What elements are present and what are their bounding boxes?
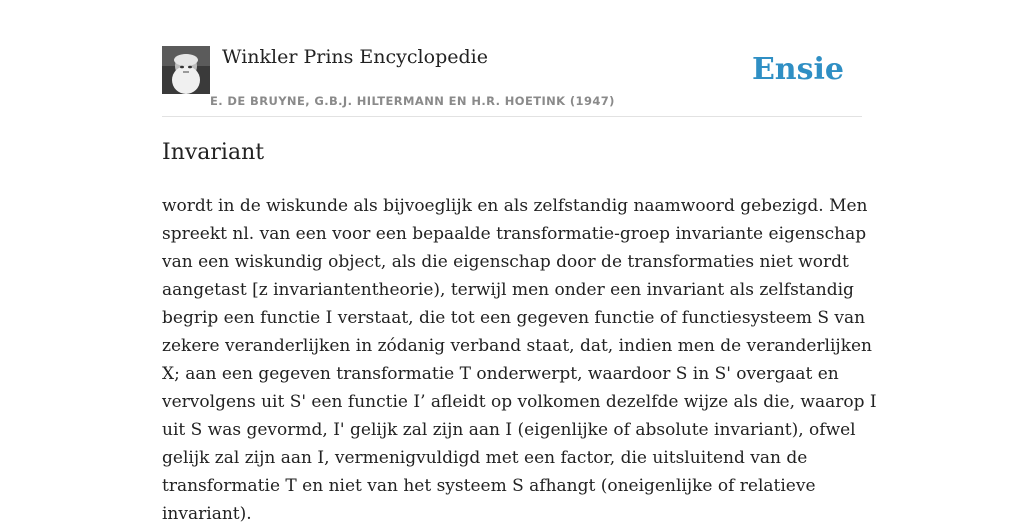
body-line: spreekt nl. van een voor een bepaalde transformatie-groep invariante eigenschap — [162, 224, 867, 244]
ensie-logo-link[interactable]: Ensie — [751, 52, 844, 87]
body-line: transformatie T en niet van het systeem S afhangt (oneigenlijke of relatieve — [162, 476, 816, 496]
body-line: van een wiskundig object, als die eigenschap door de transformaties niet wordt — [162, 252, 849, 272]
encyclopedia-title: Winkler Prins Encyclopedie — [222, 46, 488, 68]
encyclopedia-header — [162, 40, 862, 117]
entry-title: Invariant — [162, 140, 265, 165]
body-line: vervolgens uit S' een functie I’ afleidt op volkomen dezelfde wijze als die, waarop I — [162, 392, 877, 412]
body-line: wordt in de wiskunde als bijvoeglijk en als zelfstandig naamwoord gebezigd. Men — [162, 196, 868, 216]
portrait-image — [162, 46, 210, 94]
author-avatar — [162, 46, 210, 94]
body-line: begrip een functie I verstaat, die tot een gegeven functie of functiesysteem S van — [162, 308, 866, 328]
body-line: X; aan een gegeven transformatie T onderwerpt, waardoor S in S' overgaat en — [162, 364, 839, 384]
body-line: invariant). — [162, 504, 252, 524]
body-line: zekere veranderlijken in zódanig verband staat, dat, indien men de veranderlijken — [162, 336, 873, 356]
body-line: uit S was gevormd, I' gelijk zal zijn aan I (eigenlijke of absolute invariant), ofwel — [162, 420, 856, 440]
authors-credit: E. DE BRUYNE, G.B.J. HILTERMANN EN H.R. HOETINK (1947) — [210, 94, 615, 108]
entry-body — [162, 192, 877, 528]
body-line: gelijk zal zijn aan I, vermenigvuldigd met een factor, die uitsluitend van de — [162, 448, 808, 468]
body-line: aangetast [z invariantentheorie), terwijl men onder een invariant als zelfstandig — [162, 280, 854, 300]
